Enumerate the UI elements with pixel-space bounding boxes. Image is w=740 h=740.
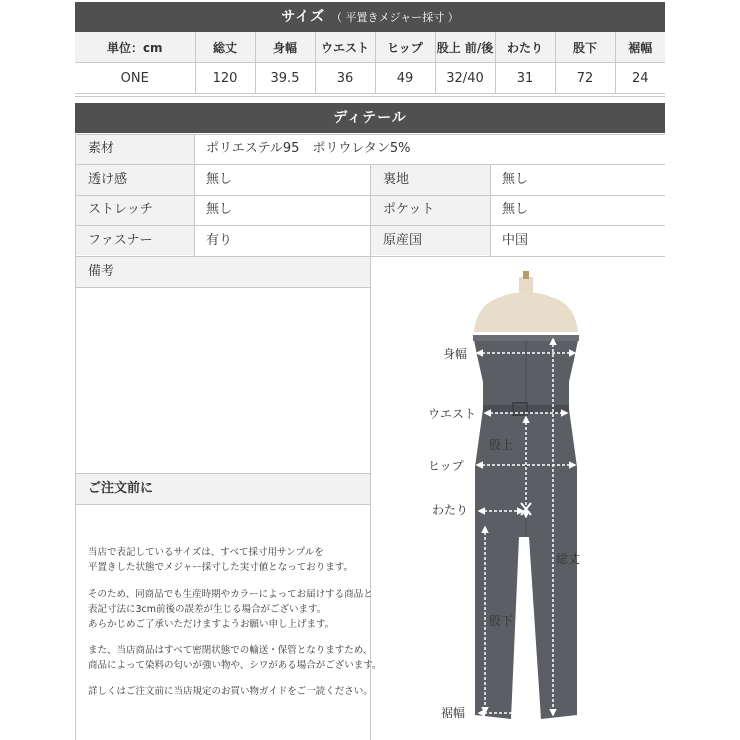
- pocket-label: ポケット: [383, 202, 435, 217]
- inseam-label: 股下: [489, 614, 514, 628]
- lining-label: 裏地: [383, 172, 410, 187]
- size-header-row: [75, 32, 665, 63]
- notice-line: また、当店商品はすべて密閉状態での輸送・保管となりますため、: [88, 645, 373, 656]
- origin-value: 中国: [502, 233, 529, 248]
- size-header-bar: [75, 2, 665, 32]
- size-table: [75, 32, 665, 94]
- sheer-label: 透け感: [88, 172, 128, 187]
- grid-line: [490, 164, 491, 256]
- notice-line: 当店で表記しているサイズは、すべて採寸用サンプルを: [88, 547, 324, 558]
- notice-line: 表記寸法に3cm前後の誤差が生じる場合がございます。: [88, 604, 327, 615]
- chest-label: 身幅: [443, 347, 468, 361]
- size-header-cell: 股下: [555, 32, 615, 63]
- lining-value: 無し: [502, 172, 529, 187]
- notice-line: 商品によって染料の匂いが強い物や、シワがある場合がございます。: [88, 660, 382, 671]
- size-header-cell: 単位：cm: [75, 32, 195, 63]
- size-header-cell: わたり: [495, 32, 555, 63]
- size-subtitle: （ 平置きメジャー採寸 ）: [330, 11, 459, 24]
- size-header-cell: ヒップ: [375, 32, 435, 63]
- fastener-value: 有り: [206, 233, 233, 248]
- size-header-cell: 身幅: [255, 32, 315, 63]
- size-value-cell: ONE: [75, 63, 195, 94]
- grid-line: [75, 504, 370, 505]
- material-value: ポリエステル95 ポリウレタン5%: [206, 141, 411, 156]
- remarks-label-bg: [75, 257, 370, 287]
- size-value-cell: 32/40: [435, 63, 495, 94]
- size-value-cell: 36: [315, 63, 375, 94]
- origin-label: 原産国: [383, 233, 423, 248]
- size-header-cell: 総丈: [195, 32, 255, 63]
- remarks-label: 備考: [88, 264, 115, 279]
- size-header-cell: ウエスト: [315, 32, 375, 63]
- notice-line: 平置きした状態でメジャー採寸した実寸値となっております。: [88, 562, 354, 573]
- size-title: サイズ: [281, 9, 326, 25]
- detail-title: ディテール: [333, 110, 407, 126]
- waist-label: ウエスト: [428, 407, 477, 421]
- hip-label: ヒップ: [428, 459, 464, 473]
- length-label: 総丈: [556, 552, 581, 566]
- outer-border: [75, 134, 76, 740]
- size-value-row: [75, 63, 665, 94]
- garment-diagram: [371, 257, 665, 740]
- size-header-cell: 股上 前/後: [435, 32, 495, 63]
- stretch-value: 無し: [206, 202, 233, 217]
- fastener-label: ファスナー: [88, 233, 153, 248]
- sheer-value: 無し: [206, 172, 233, 187]
- size-value-cell: 120: [195, 63, 255, 94]
- material-label: 素材: [88, 141, 115, 156]
- grid-line: [370, 164, 371, 256]
- grid-line: [75, 287, 370, 288]
- size-value-cell: 31: [495, 63, 555, 94]
- notice-line: そのため、同商品でも生産時期やカラーによってお届けする商品と: [88, 589, 373, 600]
- notice-line: あらかじめご了承いただけますようお願い申し上げます。: [88, 619, 335, 630]
- detail-header-bar: [75, 103, 665, 133]
- thigh-label: わたり: [432, 503, 469, 517]
- stretch-label: ストレッチ: [88, 202, 153, 217]
- notice-line: 詳しくはご注文前に当店規定のお買い物ガイドをご一読ください。: [88, 686, 373, 697]
- hem-label: 裾幅: [441, 706, 466, 720]
- grid-line: [194, 134, 195, 256]
- size-value-cell: 24: [615, 63, 665, 94]
- size-value-cell: 39.5: [255, 63, 315, 94]
- rise-label: 股上: [489, 438, 514, 452]
- mannequin-icon: [474, 271, 578, 332]
- jumpsuit-icon: [473, 335, 579, 719]
- pocket-value: 無し: [502, 202, 529, 217]
- size-value-cell: 49: [375, 63, 435, 94]
- size-value-cell: 72: [555, 63, 615, 94]
- notice-title: ご注文前に: [88, 481, 154, 496]
- divider: [75, 96, 665, 97]
- size-header-cell: 裾幅: [615, 32, 665, 63]
